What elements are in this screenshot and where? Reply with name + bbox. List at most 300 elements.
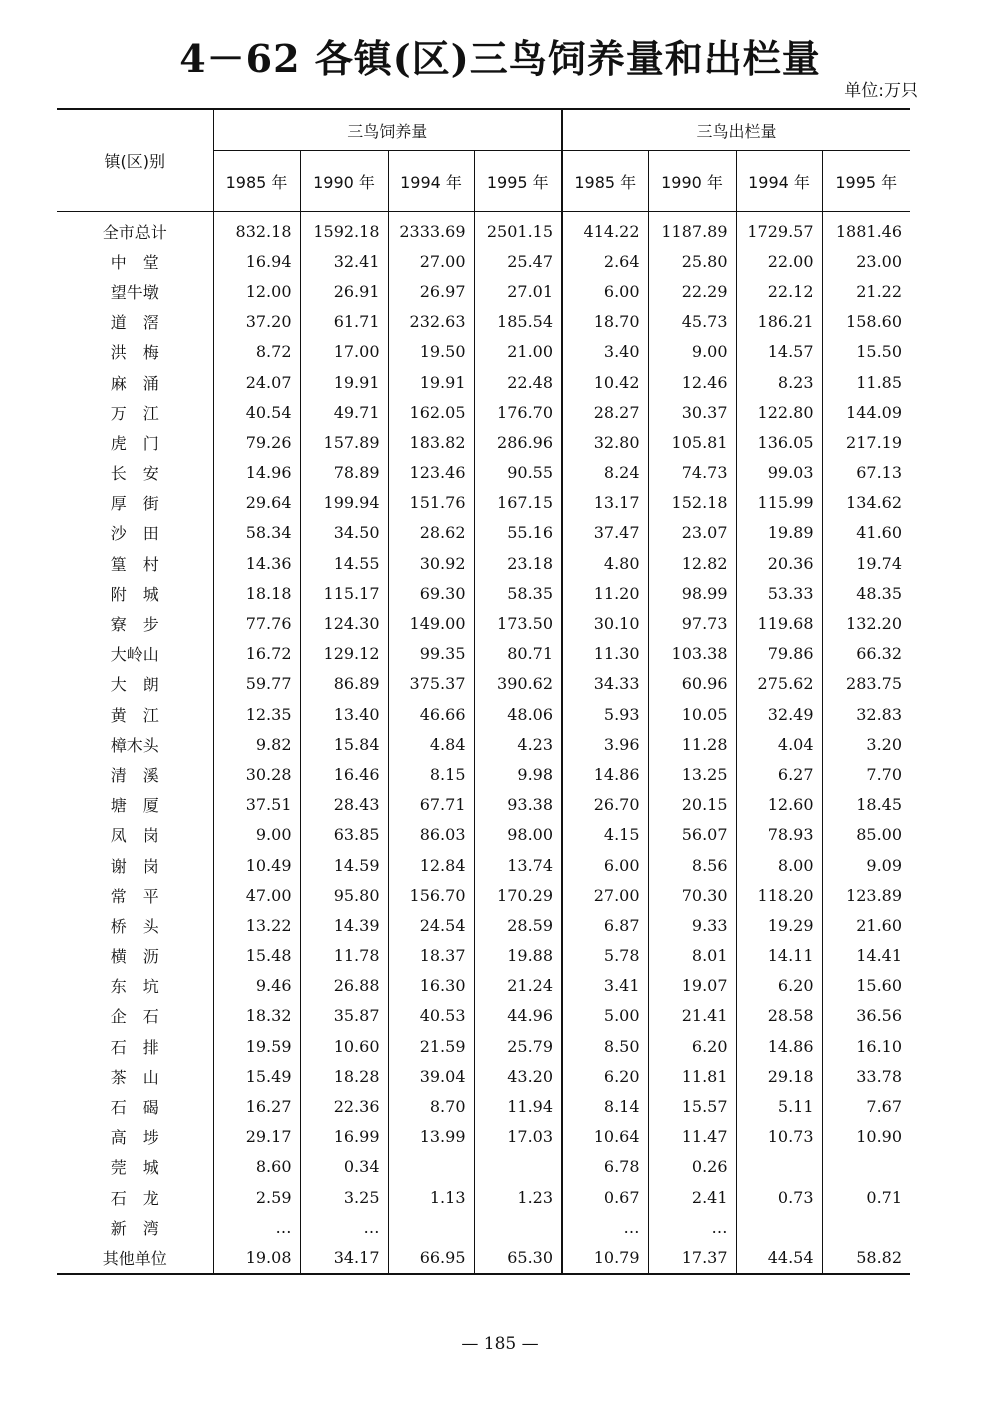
table-cell: 27.00 [388, 246, 474, 276]
table-cell: 69.30 [388, 578, 474, 608]
table-cell: 65.30 [474, 1242, 562, 1273]
table-cell: 8.23 [736, 367, 822, 397]
table-cell: 8.72 [213, 337, 300, 367]
table-cell: 8.70 [388, 1091, 474, 1121]
table-cell: 8.24 [562, 458, 648, 488]
table-cell: 4.84 [388, 729, 474, 759]
table-cell: 32.80 [562, 427, 648, 457]
table-cell: 18.32 [213, 1001, 300, 1031]
table-cell: 8.15 [388, 759, 474, 789]
table-cell: 832.18 [213, 212, 300, 247]
table-cell: 58.35 [474, 578, 562, 608]
table-cell: 21.59 [388, 1031, 474, 1061]
table-cell: 26.91 [300, 276, 388, 306]
table-row [57, 699, 910, 729]
table-row [57, 639, 910, 669]
table-cell: 185.54 [474, 307, 562, 337]
table-cell: 16.72 [213, 639, 300, 669]
table-cell: 375.37 [388, 669, 474, 699]
table-row [57, 1122, 910, 1152]
region-name: 常 平 [110, 886, 159, 906]
unit-label: 单位:万只 [844, 81, 918, 101]
table-cell: 14.96 [213, 458, 300, 488]
table-cell: 13.17 [562, 488, 648, 518]
region-name: 高 埗 [110, 1128, 159, 1148]
table-cell: 20.36 [736, 548, 822, 578]
table-cell: 275.62 [736, 669, 822, 699]
table-cell: 13.99 [388, 1122, 474, 1152]
table-cell: 119.68 [736, 608, 822, 638]
region-name: 横 沥 [110, 947, 159, 967]
table-cell: 30.92 [388, 548, 474, 578]
table-cell: 66.32 [822, 639, 910, 669]
table-cell: 136.05 [736, 427, 822, 457]
table-cell: 18.70 [562, 307, 648, 337]
table-cell: 23.00 [822, 246, 910, 276]
table-cell: 390.62 [474, 669, 562, 699]
table-cell: 26.97 [388, 276, 474, 306]
table-cell: 19.91 [300, 367, 388, 397]
table-row [57, 367, 910, 397]
table-cell: 2.64 [562, 246, 648, 276]
table-cell: 37.47 [562, 518, 648, 548]
year-header: 1990 年 [648, 151, 736, 212]
table-cell: 43.20 [474, 1061, 562, 1091]
table-cell: 32.49 [736, 699, 822, 729]
table-row [57, 458, 910, 488]
region-name: 樟木头 [110, 735, 159, 755]
table-cell: 6.27 [736, 759, 822, 789]
table-cell: 9.98 [474, 759, 562, 789]
table-cell: 44.54 [736, 1242, 822, 1273]
table-cell: 46.66 [388, 699, 474, 729]
table-cell: 6.20 [562, 1061, 648, 1091]
table-cell: 86.89 [300, 669, 388, 699]
region-name: 中 堂 [110, 252, 159, 272]
year-header: 1985 年 [562, 151, 648, 212]
table-cell: 17.00 [300, 337, 388, 367]
table-cell: 6.20 [736, 971, 822, 1001]
table-cell: 170.29 [474, 880, 562, 910]
region-name: 虎 门 [110, 433, 159, 453]
table-cell: 14.36 [213, 548, 300, 578]
region-name: 厚 街 [110, 494, 159, 514]
table-cell: 9.00 [213, 820, 300, 850]
table-cell: 27.00 [562, 880, 648, 910]
table-cell: 11.94 [474, 1091, 562, 1121]
table-cell: 19.88 [474, 941, 562, 971]
year-header: 1995 年 [822, 151, 910, 212]
table-cell: 167.15 [474, 488, 562, 518]
region-name: 石 碣 [110, 1098, 159, 1118]
table-cell: 22.48 [474, 367, 562, 397]
table-cell: 80.71 [474, 639, 562, 669]
region-name: 沙 田 [110, 524, 159, 544]
table-cell: 21.60 [822, 910, 910, 940]
table-cell: 14.39 [300, 910, 388, 940]
table-row [57, 790, 910, 820]
table-cell: 19.29 [736, 910, 822, 940]
table-cell: 4.23 [474, 729, 562, 759]
table-cell: 123.46 [388, 458, 474, 488]
table-cell: 286.96 [474, 427, 562, 457]
table-row [57, 729, 910, 759]
year-header: 1994 年 [736, 151, 822, 212]
table-cell: 2333.69 [388, 212, 474, 247]
table-cell: 37.20 [213, 307, 300, 337]
region-name: 寮 步 [110, 615, 159, 635]
table-cell: 8.01 [648, 941, 736, 971]
table-cell [736, 1152, 822, 1182]
table-cell: 53.33 [736, 578, 822, 608]
table-cell: 5.11 [736, 1091, 822, 1121]
table-row [57, 1182, 910, 1212]
table-cell: 11.78 [300, 941, 388, 971]
table-cell: 6.78 [562, 1152, 648, 1182]
region-name: 企 石 [110, 1007, 159, 1027]
table-cell: 11.30 [562, 639, 648, 669]
table-cell [822, 1152, 910, 1182]
table-cell: 10.79 [562, 1242, 648, 1273]
table-cell: 14.86 [562, 759, 648, 789]
table-cell: 21.41 [648, 1001, 736, 1031]
table-cell: 67.71 [388, 790, 474, 820]
table-cell: 6.00 [562, 850, 648, 880]
table-cell: 58.82 [822, 1242, 910, 1273]
table-cell: 13.74 [474, 850, 562, 880]
table-cell: 199.94 [300, 488, 388, 518]
table-cell: 158.60 [822, 307, 910, 337]
table-cell: 14.55 [300, 548, 388, 578]
table-cell: 14.41 [822, 941, 910, 971]
table-cell: 22.00 [736, 246, 822, 276]
table-cell: 15.60 [822, 971, 910, 1001]
table-cell: 10.60 [300, 1031, 388, 1061]
table-cell: 1.23 [474, 1182, 562, 1212]
table-cell: 90.55 [474, 458, 562, 488]
region-name: 全市总计 [102, 222, 167, 242]
table-cell: 19.08 [213, 1242, 300, 1273]
table-cell: 74.73 [648, 458, 736, 488]
table-cell: 0.71 [822, 1182, 910, 1212]
table-cell: 156.70 [388, 880, 474, 910]
table-row [57, 910, 910, 940]
table-cell: 95.80 [300, 880, 388, 910]
table-cell: 9.46 [213, 971, 300, 1001]
table-row [57, 759, 910, 789]
table-cell: 18.28 [300, 1061, 388, 1091]
table-cell: 8.50 [562, 1031, 648, 1061]
table-cell: 162.05 [388, 397, 474, 427]
table-cell: 17.03 [474, 1122, 562, 1152]
region-name: 新 湾 [110, 1218, 159, 1238]
table-cell: 60.96 [648, 669, 736, 699]
table-cell: 13.22 [213, 910, 300, 940]
table-cell: 26.70 [562, 790, 648, 820]
table-cell: 5.93 [562, 699, 648, 729]
table-cell: 2501.15 [474, 212, 562, 247]
page-title: 4－62 各镇(区)三鸟饲养量和出栏量 [179, 36, 821, 81]
table-cell: 149.00 [388, 608, 474, 638]
table-cell: 66.95 [388, 1242, 474, 1273]
table-cell: 13.40 [300, 699, 388, 729]
table-row [57, 850, 910, 880]
table-row [57, 578, 910, 608]
table-cell: 18.37 [388, 941, 474, 971]
table-cell: 14.57 [736, 337, 822, 367]
table-cell: 16.27 [213, 1091, 300, 1121]
table-cell: 17.37 [648, 1242, 736, 1273]
table-cell [474, 1212, 562, 1242]
table-cell: 25.80 [648, 246, 736, 276]
table-cell: 9.82 [213, 729, 300, 759]
table-cell: 12.46 [648, 367, 736, 397]
table-cell: 19.74 [822, 548, 910, 578]
stub-header: 镇(区)别 [57, 109, 213, 212]
table-cell [474, 1152, 562, 1182]
region-name: 石 排 [110, 1037, 159, 1057]
table-cell: 48.06 [474, 699, 562, 729]
table-cell: 115.17 [300, 578, 388, 608]
table-cell: 176.70 [474, 397, 562, 427]
table-cell: 10.73 [736, 1122, 822, 1152]
table-cell: 35.87 [300, 1001, 388, 1031]
table-cell: 19.59 [213, 1031, 300, 1061]
table-cell: 13.25 [648, 759, 736, 789]
table-cell: 3.41 [562, 971, 648, 1001]
table-cell: 34.17 [300, 1242, 388, 1273]
table-cell: 67.13 [822, 458, 910, 488]
table-cell: 21.24 [474, 971, 562, 1001]
table-cell: 1592.18 [300, 212, 388, 247]
table-cell: 32.83 [822, 699, 910, 729]
table-cell: 183.82 [388, 427, 474, 457]
table-row [57, 307, 910, 337]
table-cell: 27.01 [474, 276, 562, 306]
table-row [57, 1061, 910, 1091]
table-row [57, 518, 910, 548]
table-row [57, 941, 910, 971]
table-cell: 9.09 [822, 850, 910, 880]
table-row [57, 820, 910, 850]
region-name: 莞 城 [110, 1158, 159, 1178]
table-cell: 22.12 [736, 276, 822, 306]
table-cell: 32.41 [300, 246, 388, 276]
table-cell: 12.60 [736, 790, 822, 820]
region-name: 桥 头 [110, 916, 159, 936]
table-cell: 1881.46 [822, 212, 910, 247]
table-cell: 61.71 [300, 307, 388, 337]
table-cell: 16.30 [388, 971, 474, 1001]
table-cell: 28.58 [736, 1001, 822, 1031]
table-cell: 4.04 [736, 729, 822, 759]
table-cell: 30.10 [562, 608, 648, 638]
table-cell: 14.86 [736, 1031, 822, 1061]
table-cell: 16.46 [300, 759, 388, 789]
table-cell: … [648, 1212, 736, 1242]
table-cell: 10.90 [822, 1122, 910, 1152]
table-row [57, 337, 910, 367]
table-cell: 186.21 [736, 307, 822, 337]
table-cell: 14.11 [736, 941, 822, 971]
table-cell: 20.15 [648, 790, 736, 820]
table-cell: 28.62 [388, 518, 474, 548]
table-cell: 45.73 [648, 307, 736, 337]
table-cell: 12.82 [648, 548, 736, 578]
year-header: 1990 年 [300, 151, 388, 212]
region-name: 洪 梅 [110, 343, 159, 363]
table-cell: 8.56 [648, 850, 736, 880]
table-cell: 122.80 [736, 397, 822, 427]
table-cell: 11.85 [822, 367, 910, 397]
table-cell: 105.81 [648, 427, 736, 457]
table-cell: 34.33 [562, 669, 648, 699]
table-cell: 15.50 [822, 337, 910, 367]
table-cell: 63.85 [300, 820, 388, 850]
table-row [57, 669, 910, 699]
region-name: 望牛墩 [110, 282, 159, 302]
table-cell: 2.41 [648, 1182, 736, 1212]
table-cell: 29.17 [213, 1122, 300, 1152]
table-cell: 79.86 [736, 639, 822, 669]
table-cell: 58.34 [213, 518, 300, 548]
table-cell: 15.57 [648, 1091, 736, 1121]
table-cell: 36.56 [822, 1001, 910, 1031]
table-row [57, 1091, 910, 1121]
region-name: 石 龙 [110, 1188, 159, 1208]
table-cell [736, 1212, 822, 1242]
table-cell: 85.00 [822, 820, 910, 850]
table-cell: 99.03 [736, 458, 822, 488]
region-name: 长 安 [110, 464, 159, 484]
table-cell: 5.00 [562, 1001, 648, 1031]
table-cell: 29.64 [213, 488, 300, 518]
table-cell: 24.54 [388, 910, 474, 940]
table-cell: 129.12 [300, 639, 388, 669]
table-row [57, 212, 910, 247]
region-name: 万 江 [110, 403, 159, 423]
table-cell: 16.94 [213, 246, 300, 276]
table-cell: 30.28 [213, 759, 300, 789]
table-cell: 21.22 [822, 276, 910, 306]
table-row [57, 880, 910, 910]
region-name: 清 溪 [110, 765, 159, 785]
table-cell: 25.47 [474, 246, 562, 276]
table-cell: 98.00 [474, 820, 562, 850]
region-name: 大岭山 [110, 645, 159, 665]
table-cell: 40.54 [213, 397, 300, 427]
table-cell: 59.77 [213, 669, 300, 699]
group-header-raising: 三鸟饲养量 [213, 109, 562, 151]
table-cell: 30.37 [648, 397, 736, 427]
year-header: 1995 年 [474, 151, 562, 212]
table-cell: 44.96 [474, 1001, 562, 1031]
table-cell: 40.53 [388, 1001, 474, 1031]
table-cell: 5.78 [562, 941, 648, 971]
region-name: 黄 江 [110, 705, 159, 725]
table-cell: 1729.57 [736, 212, 822, 247]
table-cell: 25.79 [474, 1031, 562, 1061]
table-cell: 11.28 [648, 729, 736, 759]
table-cell: 19.07 [648, 971, 736, 1001]
table-body [57, 212, 910, 1274]
table-cell: 22.36 [300, 1091, 388, 1121]
table-row [57, 971, 910, 1001]
table-cell: 4.80 [562, 548, 648, 578]
table-cell: 12.00 [213, 276, 300, 306]
table-cell: 10.42 [562, 367, 648, 397]
table-cell: 37.51 [213, 790, 300, 820]
table-cell: 55.16 [474, 518, 562, 548]
table-row [57, 1212, 910, 1242]
table-row [57, 488, 910, 518]
table-cell: 56.07 [648, 820, 736, 850]
table-cell: 0.34 [300, 1152, 388, 1182]
table-row [57, 1242, 910, 1273]
table-cell: 11.81 [648, 1061, 736, 1091]
table-cell: 23.18 [474, 548, 562, 578]
year-header: 1994 年 [388, 151, 474, 212]
table-row [57, 276, 910, 306]
table-cell: 9.33 [648, 910, 736, 940]
table-cell: 21.00 [474, 337, 562, 367]
table-row [57, 397, 910, 427]
table-cell: 11.47 [648, 1122, 736, 1152]
table-cell: 9.00 [648, 337, 736, 367]
table-row [57, 1031, 910, 1061]
region-name: 凤 岗 [110, 826, 159, 846]
table-cell: 12.35 [213, 699, 300, 729]
table-cell: 10.64 [562, 1122, 648, 1152]
table-cell: 134.62 [822, 488, 910, 518]
table-cell: 97.73 [648, 608, 736, 638]
table-cell: 3.96 [562, 729, 648, 759]
table-cell: 15.48 [213, 941, 300, 971]
table-cell: 15.84 [300, 729, 388, 759]
table-row [57, 608, 910, 638]
table-cell: 115.99 [736, 488, 822, 518]
table-cell: 28.27 [562, 397, 648, 427]
table-cell: 3.40 [562, 337, 648, 367]
group-header-output: 三鸟出栏量 [562, 109, 910, 151]
region-name: 大 朗 [110, 675, 159, 695]
table-cell: 1.13 [388, 1182, 474, 1212]
table-cell: 1187.89 [648, 212, 736, 247]
table-cell: 10.49 [213, 850, 300, 880]
table-cell: 6.00 [562, 276, 648, 306]
table-cell: 8.00 [736, 850, 822, 880]
table-cell: 98.99 [648, 578, 736, 608]
region-name: 附 城 [110, 584, 159, 604]
table-cell [388, 1212, 474, 1242]
table-cell: 26.88 [300, 971, 388, 1001]
table-cell: 4.15 [562, 820, 648, 850]
table-cell: 19.91 [388, 367, 474, 397]
region-name: 麻 涌 [110, 373, 159, 393]
table-cell: 0.73 [736, 1182, 822, 1212]
table-cell: 93.38 [474, 790, 562, 820]
table-cell: 47.00 [213, 880, 300, 910]
table-cell: 0.26 [648, 1152, 736, 1182]
table-cell: … [562, 1212, 648, 1242]
table-cell: 144.09 [822, 397, 910, 427]
table-row [57, 1001, 910, 1031]
table-cell: 414.22 [562, 212, 648, 247]
table-cell: 78.89 [300, 458, 388, 488]
region-name: 茶 山 [110, 1067, 159, 1087]
table-cell: 34.50 [300, 518, 388, 548]
table-cell: 7.70 [822, 759, 910, 789]
